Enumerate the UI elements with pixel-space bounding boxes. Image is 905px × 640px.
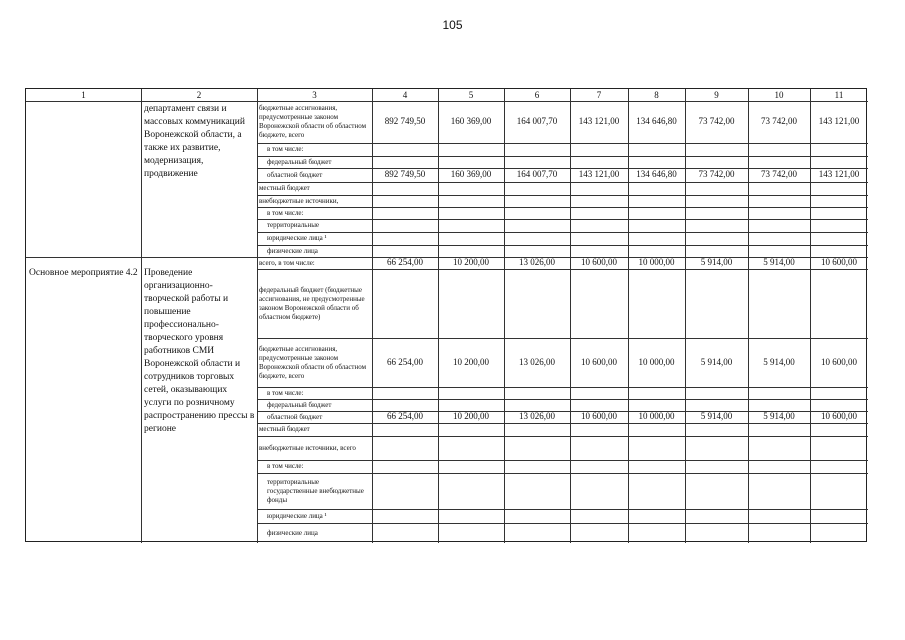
block2-cell-value: 66 254,00 — [387, 411, 423, 421]
block2-row-label: местный бюджет — [259, 425, 310, 433]
block1-cell-value: 160 369,00 — [450, 169, 492, 179]
column-divider — [748, 89, 749, 543]
block2-cell-value: 66 254,00 — [387, 257, 423, 267]
block2-cell-value: 10 200,00 — [453, 411, 489, 421]
block1-cell-value: 892 749,50 — [384, 169, 426, 179]
page-number: 105 — [442, 18, 463, 32]
column-header: 7 — [596, 90, 602, 100]
block1-row-label: бюджетные ассигнования, предусмотренные законом Воронежской области об областном бюджете, всего — [259, 104, 367, 139]
column-header: 4 — [402, 90, 408, 100]
block2-cell-value: 10 200,00 — [453, 257, 489, 267]
block1-row-label: местный бюджет — [259, 184, 310, 192]
column-divider — [438, 89, 439, 543]
column-divider — [810, 89, 811, 543]
block2-cell-value: 10 600,00 — [821, 257, 857, 267]
budget-table — [25, 88, 867, 542]
block1-row-label: областной бюджет — [267, 170, 323, 179]
block2-row-label: территориальные государственные внебюджетные фонды — [267, 477, 364, 504]
block2-row-label: федеральный бюджет (бюджетные ассигнования, не предусмотренные законом Воронежской области об областном бюджете) — [259, 285, 365, 321]
block1-cell-value: 164 007,70 — [516, 116, 558, 126]
block1-cell-value: 73 742,00 — [761, 169, 797, 179]
block2-row-label: физические лица — [267, 528, 318, 537]
column-header: 2 — [196, 90, 202, 100]
block2-cell-value: 5 914,00 — [700, 411, 733, 421]
block2-cell-value: 10 600,00 — [581, 257, 617, 267]
block1-row-label: федеральный бюджет — [267, 157, 332, 166]
block2-row-label: всего, в том числе: — [259, 258, 315, 267]
column-divider — [504, 89, 505, 543]
block2-cell-value: 13 026,00 — [519, 356, 555, 367]
column-header: 8 — [654, 90, 659, 100]
block2-cell-value: 10 000,00 — [638, 356, 675, 367]
header-divider — [26, 101, 868, 102]
block2-row-label: бюджетные ассигнования, предусмотренные законом Воронежской области об областном бюджете, всего — [259, 344, 367, 380]
block2-cell-value: 66 254,00 — [387, 356, 423, 367]
block1-cell-value: 73 742,00 — [698, 116, 735, 126]
column-divider — [372, 89, 373, 543]
block1-cell-value: 143 121,00 — [578, 169, 620, 179]
block2-cell-value: 10 000,00 — [638, 411, 675, 421]
event-number: Основное мероприятие 4.2 — [29, 268, 138, 278]
block1-cell-value: 160 369,00 — [450, 116, 492, 126]
block1-cell-value: 143 121,00 — [818, 116, 860, 126]
block1-row-label: внебюджетные источники, — [259, 196, 339, 205]
block2-cell-value: 10 600,00 — [821, 411, 857, 421]
block1-row-label: в том числе: — [267, 208, 304, 217]
block1-cell-value: 73 742,00 — [698, 169, 735, 179]
block2-row-label: областной бюджет — [267, 412, 323, 421]
block1-cell-value: 164 007,70 — [516, 169, 558, 179]
block2-cell-value: 5 914,00 — [763, 411, 795, 421]
block1-cell-value: 892 749,50 — [384, 116, 426, 126]
column-divider — [685, 89, 686, 543]
block1-row-label: территориальные — [267, 221, 320, 229]
column-divider — [628, 89, 629, 543]
block2-row-label: юридические лица ¹ — [267, 511, 327, 520]
block1-cell-value: 134 646,80 — [636, 116, 677, 126]
block1-row-label: юридические лица ¹ — [267, 234, 327, 242]
column-header: 1 — [81, 90, 86, 100]
column-header: 11 — [834, 90, 844, 100]
column-header: 3 — [312, 90, 317, 100]
block2-cell-value: 10 000,00 — [638, 257, 675, 267]
block1-cell-value: 73 742,00 — [761, 116, 797, 126]
column-header: 9 — [714, 90, 719, 100]
column-divider — [570, 89, 571, 543]
block2-cell-value: 13 026,00 — [519, 411, 555, 421]
block1-row-label: в том числе: — [267, 145, 304, 153]
block2-row-label: федеральный бюджет — [267, 400, 332, 409]
block2-row-label: в том числе: — [267, 388, 304, 397]
column-divider — [257, 89, 258, 543]
column-header: 5 — [468, 90, 474, 100]
block2-cell-value: 10 600,00 — [821, 356, 857, 367]
responsible-executor: департамент связи и массовых коммуникаций Воронежской области, а также их развитие, модернизация, продвижение — [144, 104, 245, 179]
block1-cell-value: 134 646,80 — [636, 169, 677, 179]
block2-cell-value: 5 914,00 — [700, 257, 733, 267]
block1-cell-value: 143 121,00 — [818, 169, 860, 179]
block2-cell-value: 5 914,00 — [763, 257, 795, 267]
column-header: 6 — [534, 90, 540, 100]
column-divider — [141, 89, 142, 543]
block2-cell-value: 10 600,00 — [581, 411, 617, 421]
block2-cell-value: 10 600,00 — [581, 356, 617, 367]
block2-cell-value: 10 200,00 — [453, 356, 489, 367]
block1-cell-value: 143 121,00 — [578, 116, 620, 126]
block1-row-label: физические лица — [267, 246, 318, 255]
block2-row-label: в том числе: — [267, 462, 304, 470]
block2-cell-value: 5 914,00 — [700, 356, 733, 367]
event-name: Проведение организационно-творческой работы и повышение профессионально-творческого уровня работников СМИ Воронежской области и сотрудников торговых сетей, оказывающих услуги по розничному распространению прессы в регионе — [144, 268, 255, 434]
block2-cell-value: 5 914,00 — [763, 356, 795, 367]
block2-cell-value: 13 026,00 — [519, 257, 555, 267]
column-header: 10 — [774, 90, 784, 100]
block2-row-label: внебюджетные источники, всего — [259, 443, 356, 452]
